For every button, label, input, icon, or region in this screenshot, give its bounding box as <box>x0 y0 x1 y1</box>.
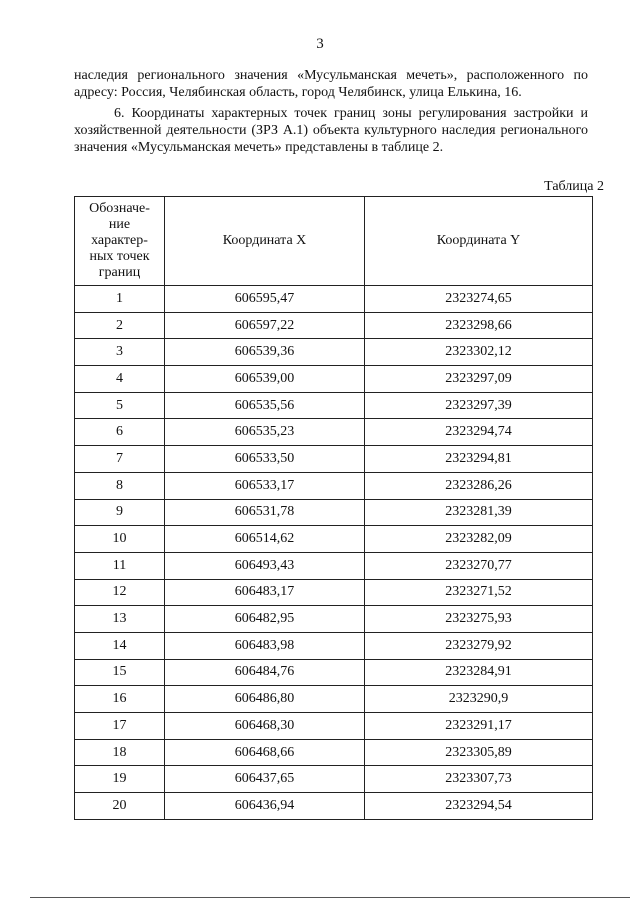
cell-coordinate-y: 2323302,12 <box>365 339 593 366</box>
cell-point-number: 7 <box>75 446 165 473</box>
cell-coordinate-x: 606533,17 <box>165 472 365 499</box>
cell-coordinate-y: 2323294,74 <box>365 419 593 446</box>
cell-coordinate-x: 606483,98 <box>165 632 365 659</box>
cell-point-number: 9 <box>75 499 165 526</box>
table-row <box>75 366 593 393</box>
cell-coordinate-x: 606436,94 <box>165 793 365 820</box>
cell-point-number: 2 <box>75 312 165 339</box>
cell-coordinate-y: 2323291,17 <box>365 713 593 740</box>
cell-coordinate-y: 2323275,93 <box>365 606 593 633</box>
cell-point-number: 11 <box>75 552 165 579</box>
cell-coordinate-x: 606595,47 <box>165 286 365 313</box>
cell-coordinate-y: 2323294,54 <box>365 793 593 820</box>
cell-coordinate-y: 2323305,89 <box>365 739 593 766</box>
table-row <box>75 632 593 659</box>
table-row <box>75 713 593 740</box>
cell-coordinate-y: 2323294,81 <box>365 446 593 473</box>
cell-coordinate-x: 606597,22 <box>165 312 365 339</box>
footer-divider <box>30 897 630 898</box>
table-row <box>75 419 593 446</box>
cell-point-number: 17 <box>75 713 165 740</box>
cell-coordinate-y: 2323271,52 <box>365 579 593 606</box>
header-point-text: Обозначе-ние характер-ных точек границ <box>89 201 150 280</box>
cell-coordinate-x: 606484,76 <box>165 659 365 686</box>
paragraph-continuation: наследия регионального значения «Мусульманская мечеть», расположенного по адресу: Россия, Челябинская область, город Челябинск, улица Елькина, 16. <box>74 68 588 100</box>
table-row <box>75 659 593 686</box>
cell-point-number: 10 <box>75 526 165 553</box>
table-row <box>75 339 593 366</box>
table-row <box>75 579 593 606</box>
cell-coordinate-x: 606486,80 <box>165 686 365 713</box>
cell-coordinate-y: 2323286,26 <box>365 472 593 499</box>
cell-point-number: 8 <box>75 472 165 499</box>
cell-coordinate-y: 2323307,73 <box>365 766 593 793</box>
table-row <box>75 312 593 339</box>
cell-point-number: 12 <box>75 579 165 606</box>
cell-point-number: 15 <box>75 659 165 686</box>
table-row <box>75 552 593 579</box>
cell-coordinate-x: 606483,17 <box>165 579 365 606</box>
cell-point-number: 20 <box>75 793 165 820</box>
cell-coordinate-x: 606535,56 <box>165 392 365 419</box>
table-row <box>75 446 593 473</box>
table-body <box>75 286 593 820</box>
table-row <box>75 739 593 766</box>
cell-point-number: 4 <box>75 366 165 393</box>
cell-point-number: 14 <box>75 632 165 659</box>
cell-point-number: 3 <box>75 339 165 366</box>
cell-coordinate-x: 606482,95 <box>165 606 365 633</box>
cell-point-number: 18 <box>75 739 165 766</box>
cell-coordinate-x: 606531,78 <box>165 499 365 526</box>
table-row <box>75 286 593 313</box>
cell-coordinate-x: 606493,43 <box>165 552 365 579</box>
cell-coordinate-y: 2323290,9 <box>365 686 593 713</box>
cell-coordinate-y: 2323270,77 <box>365 552 593 579</box>
cell-coordinate-x: 606468,66 <box>165 739 365 766</box>
cell-point-number: 6 <box>75 419 165 446</box>
cell-point-number: 13 <box>75 606 165 633</box>
cell-coordinate-x: 606437,65 <box>165 766 365 793</box>
table-row <box>75 793 593 820</box>
cell-point-number: 1 <box>75 286 165 313</box>
coordinates-table <box>74 196 593 820</box>
cell-point-number: 19 <box>75 766 165 793</box>
cell-coordinate-x: 606539,36 <box>165 339 365 366</box>
cell-point-number: 16 <box>75 686 165 713</box>
cell-coordinate-x: 606468,30 <box>165 713 365 740</box>
cell-coordinate-y: 2323297,09 <box>365 366 593 393</box>
header-coordinate-y: Координата Y <box>365 197 593 286</box>
table-row <box>75 686 593 713</box>
cell-coordinate-y: 2323298,66 <box>365 312 593 339</box>
page-number: 3 <box>316 36 324 52</box>
table-row <box>75 392 593 419</box>
table-row <box>75 766 593 793</box>
table-caption: Таблица 2 <box>544 179 604 194</box>
cell-coordinate-y: 2323279,92 <box>365 632 593 659</box>
cell-coordinate-x: 606533,50 <box>165 446 365 473</box>
cell-coordinate-y: 2323282,09 <box>365 526 593 553</box>
table-row <box>75 526 593 553</box>
table-row <box>75 472 593 499</box>
paragraph-item-6: 6. Координаты характерных точек границ зоны регулирования застройки и хозяйственной деятельности (ЗРЗ А.1) объекта культурного наследия регионального значения «Мусульманская мечеть» представлены в таблице 2. <box>74 106 588 155</box>
cell-coordinate-x: 606535,23 <box>165 419 365 446</box>
cell-coordinate-x: 606539,00 <box>165 366 365 393</box>
table-row <box>75 606 593 633</box>
cell-coordinate-x: 606514,62 <box>165 526 365 553</box>
header-point-designation <box>75 197 165 286</box>
cell-coordinate-y: 2323297,39 <box>365 392 593 419</box>
cell-coordinate-y: 2323274,65 <box>365 286 593 313</box>
cell-coordinate-y: 2323281,39 <box>365 499 593 526</box>
cell-point-number: 5 <box>75 392 165 419</box>
cell-coordinate-y: 2323284,91 <box>365 659 593 686</box>
table-header-row <box>75 197 593 286</box>
table-row <box>75 499 593 526</box>
header-coordinate-x: Координата X <box>165 197 365 286</box>
